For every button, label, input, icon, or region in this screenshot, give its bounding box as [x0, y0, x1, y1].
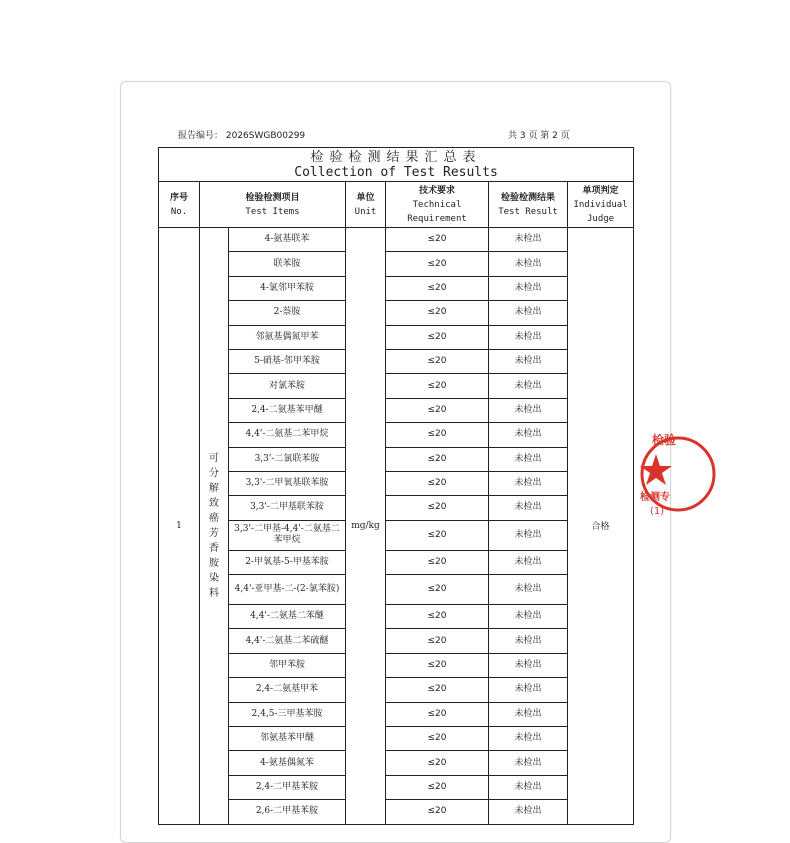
- table-row: [159, 678, 634, 702]
- technical-requirement: ≤20: [386, 325, 489, 349]
- table-title: [159, 148, 634, 182]
- report-number: 报告编号： 2026SWGB00299: [178, 131, 306, 141]
- test-item: 3,3'-二氯联苯胺: [229, 447, 346, 471]
- table-row: [159, 252, 634, 276]
- test-result: 未检出: [489, 496, 568, 520]
- table-row: [159, 374, 634, 398]
- category-char: 料: [209, 587, 219, 599]
- individual-judge: 合格: [568, 228, 634, 825]
- technical-requirement: ≤20: [386, 605, 489, 629]
- table-row: [159, 702, 634, 726]
- header-no: [159, 182, 200, 228]
- test-result: 未检出: [489, 471, 568, 495]
- table-title-en: Collection of Test Results: [294, 164, 498, 180]
- category-char: 分: [209, 467, 219, 479]
- table-row: [159, 398, 634, 422]
- technical-requirement: ≤20: [386, 349, 489, 373]
- header-req-cn: 技术要求: [418, 185, 455, 196]
- header-requirement: [386, 182, 489, 228]
- header-judge-en1: Individual: [573, 199, 628, 210]
- table-row: [159, 575, 634, 605]
- table-row: [159, 301, 634, 325]
- technical-requirement: ≤20: [386, 727, 489, 751]
- technical-requirement: ≤20: [386, 678, 489, 702]
- test-result: 未检出: [489, 447, 568, 471]
- table-row: [159, 447, 634, 471]
- test-result: 未检出: [489, 325, 568, 349]
- header-judge: [568, 182, 634, 228]
- table-row: [159, 228, 634, 252]
- test-item: 2,4-二氨基甲苯: [229, 678, 346, 702]
- table-row: [159, 550, 634, 574]
- table-row: [159, 775, 634, 799]
- technical-requirement: ≤20: [386, 775, 489, 799]
- test-item: 3,3'-二甲氧基联苯胺: [229, 471, 346, 495]
- technical-requirement: ≤20: [386, 374, 489, 398]
- table-row: [159, 423, 634, 447]
- header-result-en: Test Result: [498, 206, 558, 217]
- technical-requirement: ≤20: [386, 228, 489, 252]
- test-result: 未检出: [489, 398, 568, 422]
- header-result-cn: 检验检测结果: [500, 192, 555, 203]
- table-row: [159, 325, 634, 349]
- category-char: 香: [209, 542, 219, 554]
- test-item: 4-氯邻甲苯胺: [229, 276, 346, 300]
- header-req-en1: Technical: [412, 199, 462, 210]
- technical-requirement: ≤20: [386, 702, 489, 726]
- test-result: 未检出: [489, 629, 568, 653]
- page-info: 共 3 页 第 2 页: [508, 131, 570, 141]
- test-item: 4-氨基联苯: [229, 228, 346, 252]
- category-char: 癌: [209, 512, 219, 524]
- header-req-en2: Requirement: [407, 213, 467, 224]
- header-item-cn: 检验检测项目: [245, 192, 300, 203]
- unit: mg/kg: [346, 228, 386, 825]
- technical-requirement: ≤20: [386, 447, 489, 471]
- header-item-en: Test Items: [245, 206, 300, 217]
- table-row: [159, 605, 634, 629]
- table-row: [159, 727, 634, 751]
- header-judge-en2: Judge: [586, 213, 615, 224]
- header-result: [489, 182, 568, 228]
- test-item: 2,6-二甲基苯胺: [229, 800, 346, 824]
- category-char: 解: [209, 482, 219, 494]
- test-result: 未检出: [489, 653, 568, 677]
- category-char: 胺: [209, 557, 219, 569]
- technical-requirement: ≤20: [386, 520, 489, 550]
- test-result: 未检出: [489, 228, 568, 252]
- technical-requirement: ≤20: [386, 629, 489, 653]
- test-item: 邻氨基偶氮甲苯: [229, 325, 346, 349]
- test-item: 3,3'-二甲基-4,4'-二氨基二苯甲烷: [229, 520, 346, 550]
- test-result: 未检出: [489, 374, 568, 398]
- test-result: 未检出: [489, 301, 568, 325]
- table-row: [159, 653, 634, 677]
- technical-requirement: ≤20: [386, 398, 489, 422]
- test-result: 未检出: [489, 702, 568, 726]
- header-no-cn: 序号: [169, 192, 188, 203]
- technical-requirement: ≤20: [386, 550, 489, 574]
- technical-requirement: ≤20: [386, 252, 489, 276]
- header-item: [200, 182, 346, 228]
- test-result: 未检出: [489, 252, 568, 276]
- table-row: [159, 520, 634, 550]
- test-item: 4,4'-二氨基二苯醚: [229, 605, 346, 629]
- header-unit-cn: 单位: [356, 192, 375, 203]
- test-item: 2-萘胺: [229, 301, 346, 325]
- test-result: 未检出: [489, 727, 568, 751]
- technical-requirement: ≤20: [386, 751, 489, 775]
- category-char: 可: [209, 452, 219, 464]
- test-result: 未检出: [489, 276, 568, 300]
- category-label: [200, 228, 229, 825]
- header-unit: [346, 182, 386, 228]
- technical-requirement: ≤20: [386, 653, 489, 677]
- header-no-en: No.: [170, 206, 188, 217]
- table-row: [159, 629, 634, 653]
- test-result: 未检出: [489, 678, 568, 702]
- technical-requirement: ≤20: [386, 800, 489, 824]
- test-result: 未检出: [489, 751, 568, 775]
- technical-requirement: ≤20: [386, 496, 489, 520]
- test-item: 5-硝基-邻甲苯胺: [229, 349, 346, 373]
- test-item: 4,4'-二氨基二苯硫醚: [229, 629, 346, 653]
- test-result: 未检出: [489, 423, 568, 447]
- technical-requirement: ≤20: [386, 423, 489, 447]
- table-row: [159, 349, 634, 373]
- results-table: [158, 147, 634, 825]
- test-item: 4-氨基偶氮苯: [229, 751, 346, 775]
- test-result: 未检出: [489, 605, 568, 629]
- test-item: 2,4-二甲基苯胺: [229, 775, 346, 799]
- test-item: 2,4-二氨基苯甲醚: [229, 398, 346, 422]
- table-row: [159, 800, 634, 824]
- test-item: 对氯苯胺: [229, 374, 346, 398]
- test-item: 联苯胺: [229, 252, 346, 276]
- test-result: 未检出: [489, 550, 568, 574]
- seal-number: (1): [650, 506, 665, 517]
- header-unit-en: Unit: [354, 206, 377, 217]
- technical-requirement: ≤20: [386, 471, 489, 495]
- test-item: 邻氨基苯甲醚: [229, 727, 346, 751]
- test-item: 4,4'-二氨基二苯甲烷: [229, 423, 346, 447]
- table-row: [159, 751, 634, 775]
- technical-requirement: ≤20: [386, 276, 489, 300]
- table-row: [159, 276, 634, 300]
- table-row: [159, 471, 634, 495]
- table-title-cn: 检验检测结果汇总表: [310, 149, 482, 165]
- test-item: 4,4'-亚甲基-二-(2-氯苯胺): [229, 575, 346, 605]
- test-result: 未检出: [489, 775, 568, 799]
- technical-requirement: ≤20: [386, 575, 489, 605]
- test-result: 未检出: [489, 575, 568, 605]
- technical-requirement: ≤20: [386, 301, 489, 325]
- test-item: 2,4,5-三甲基苯胺: [229, 702, 346, 726]
- test-result: 未检出: [489, 800, 568, 824]
- category-char: 染: [209, 572, 219, 584]
- test-item: 邻甲苯胺: [229, 653, 346, 677]
- seal-top-text: 检验: [652, 433, 677, 447]
- category-char: 芳: [209, 527, 219, 539]
- test-item: 2-甲氧基-5-甲基苯胺: [229, 550, 346, 574]
- test-result: 未检出: [489, 520, 568, 550]
- header-judge-cn: 单项判定: [582, 185, 619, 196]
- category-char: 致: [209, 497, 219, 509]
- group-number: 1: [159, 228, 200, 825]
- table-row: [159, 496, 634, 520]
- seal-bottom-text: 检测专: [640, 492, 670, 503]
- test-item: 3,3'-二甲基联苯胺: [229, 496, 346, 520]
- test-result: 未检出: [489, 349, 568, 373]
